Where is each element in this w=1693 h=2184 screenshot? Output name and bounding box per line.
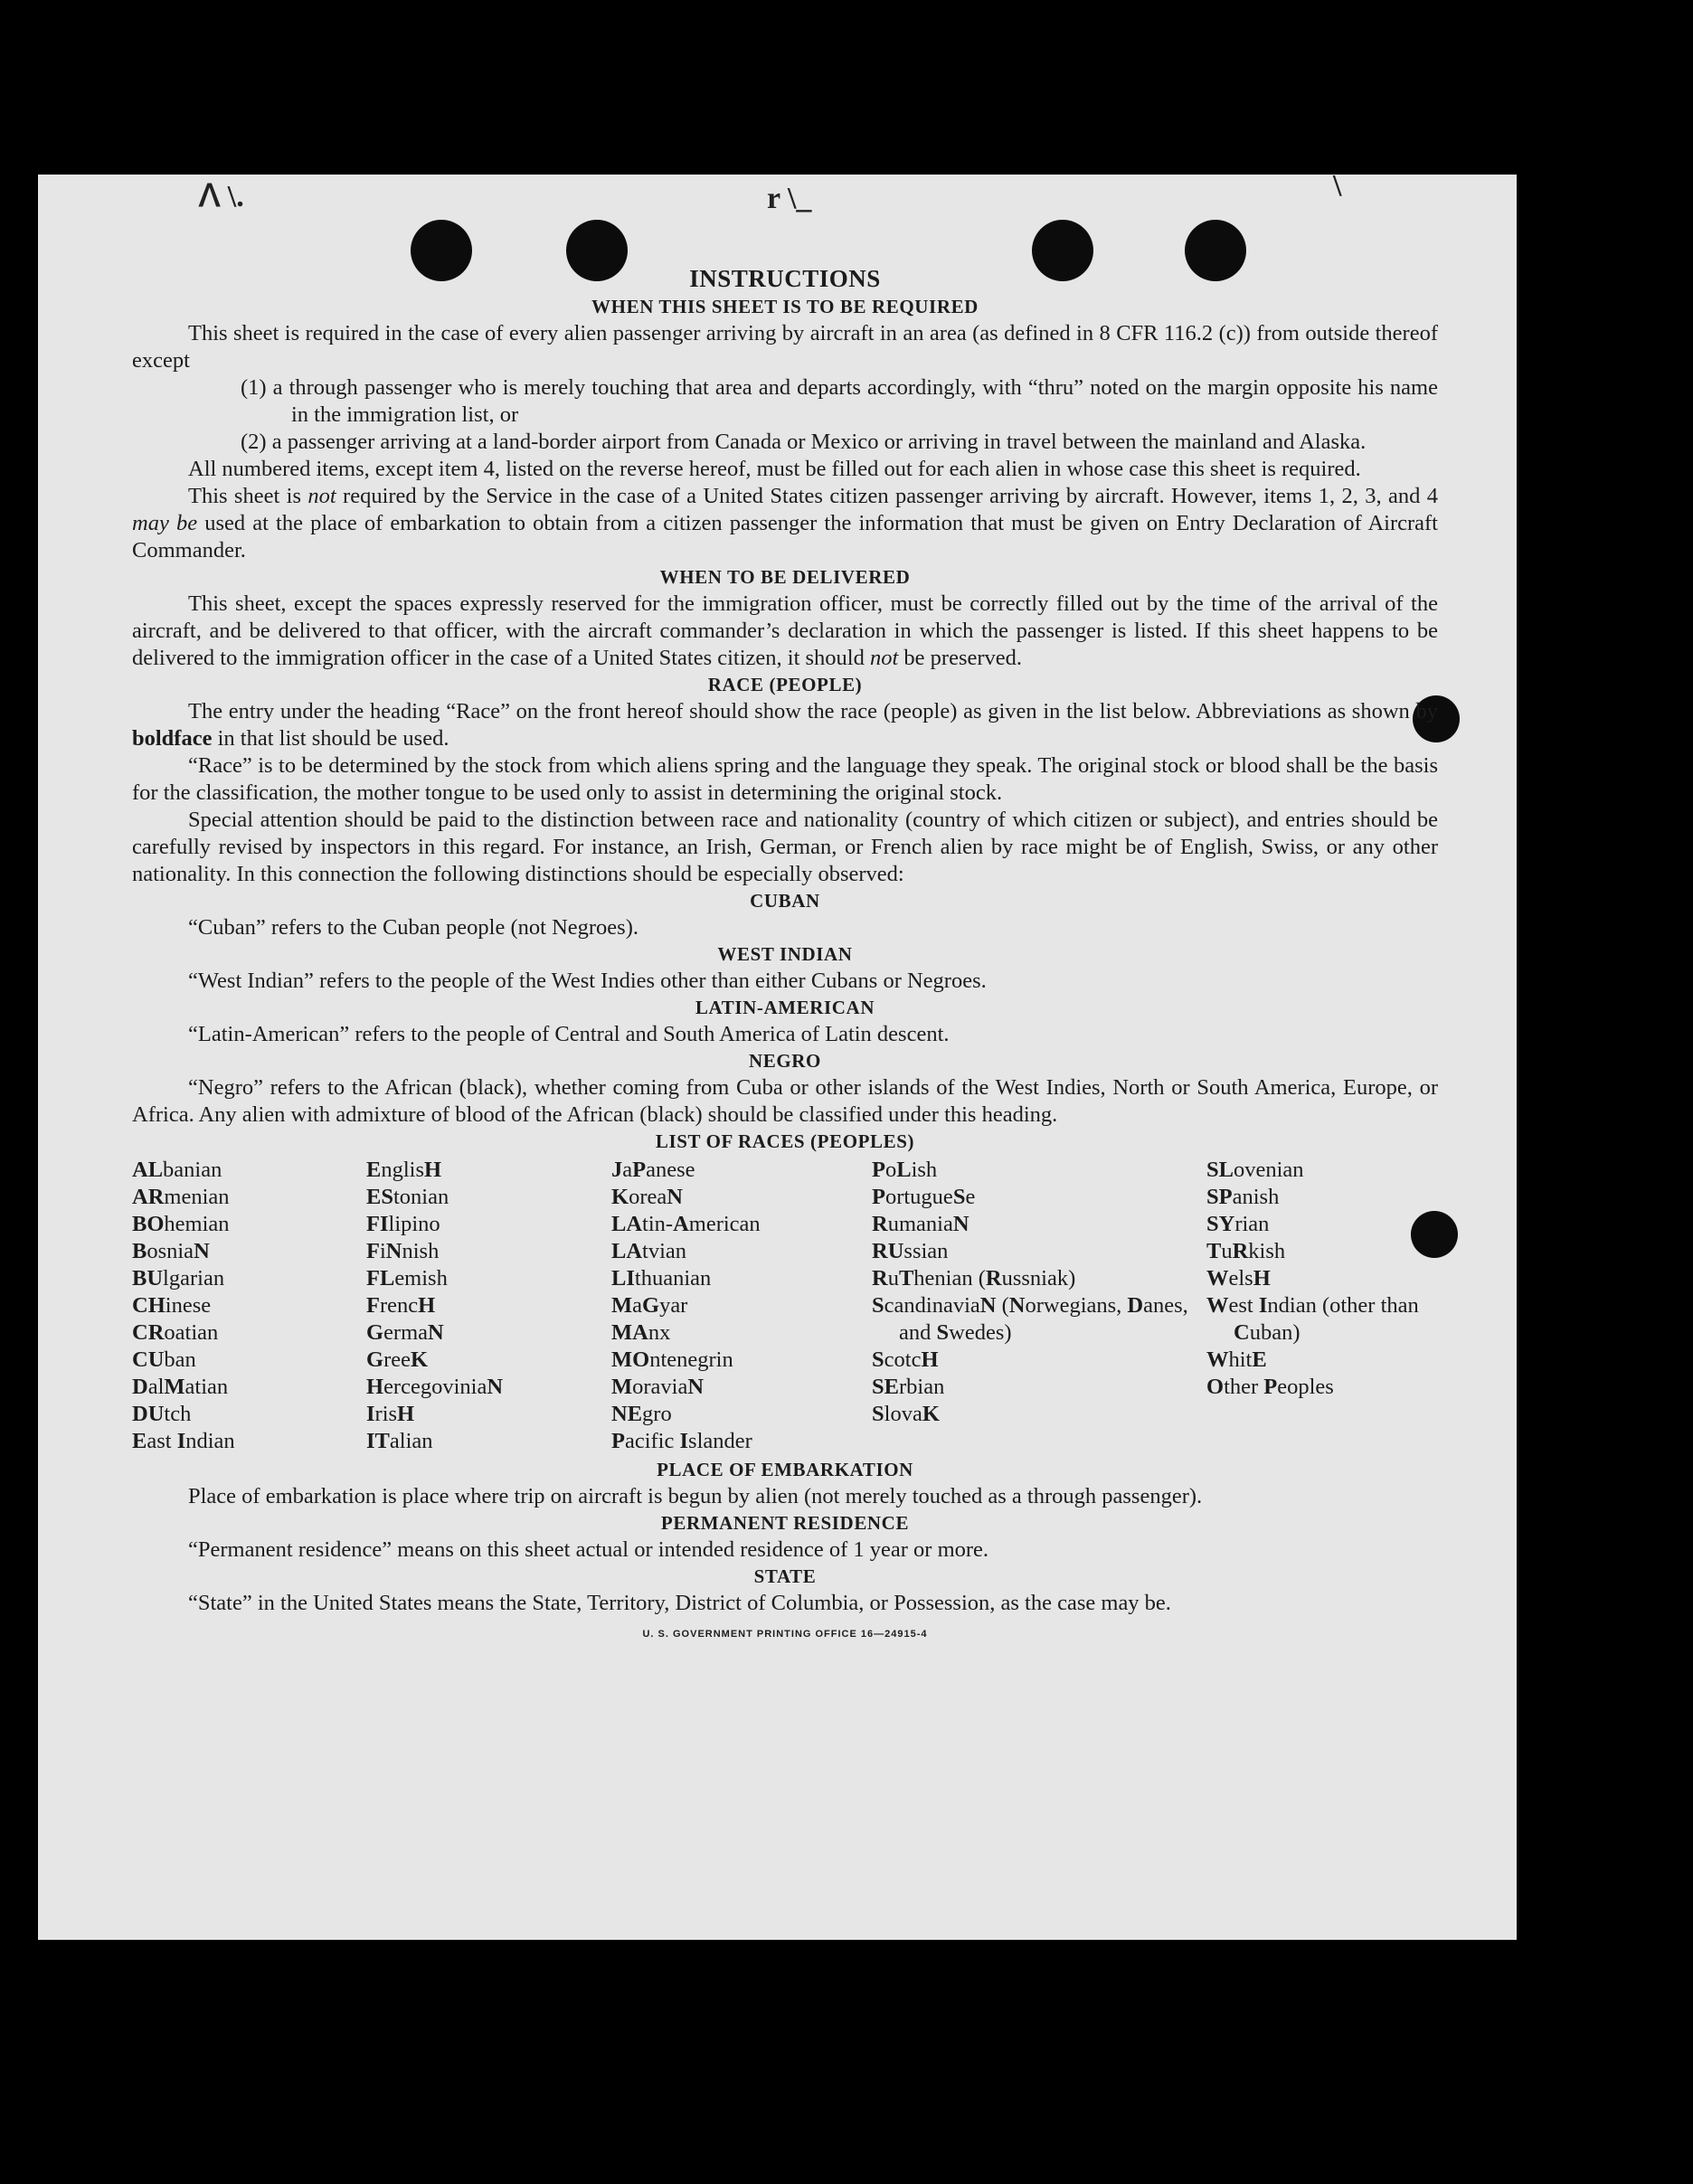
paragraph: “Race” is to be determined by the stock from which aliens spring and the language they speak. The original stock or blood shall be the basis for the classification, the mother tongue to be used only to assist in determining the original stock. xyxy=(132,753,1438,805)
section-heading-residence: PERMANENT RESIDENCE xyxy=(660,1512,910,1534)
race-column xyxy=(611,1157,872,1455)
race-column xyxy=(132,1157,366,1455)
race-item: MAnx xyxy=(611,1320,671,1345)
paragraph: This sheet is not required by the Service in the case of a United States citizen passenger arriving by aircraft. However, items 1, 2, 3, and 4 may be used at the place of embarkation to obtain from a citizen passenger the information that must be given on Entry Declaration of Aircraft Commander. xyxy=(132,484,1439,563)
paragraph: All numbered items, except item 4, listed on the reverse hereof, must be filled out for each alien in whose case this sheet is required. xyxy=(188,457,1361,481)
paragraph: This sheet, except the spaces expressly reserved for the immigration officer, must be correctly filled out by the time of the arrival of the aircraft, and be delivered to that officer, with the aircraft commander’s declaration in which the passenger is listed. If this sheet happens to be delivered to the immigration officer in the case of a United States citizen, it should not be preserved. xyxy=(132,591,1438,670)
race-item: JaPanese xyxy=(611,1158,695,1182)
section-heading-state: STATE xyxy=(753,1565,817,1587)
race-item: MOntenegrin xyxy=(611,1347,733,1372)
race-item: SLovenian xyxy=(1206,1158,1304,1182)
paragraph: Place of embarkation is place where trip on aircraft is begun by alien (not merely touched as a through passenger). xyxy=(188,1484,1203,1508)
section-heading-cuban: CUBAN xyxy=(750,890,820,912)
race-item: EStonian xyxy=(366,1185,449,1209)
race-item: FLemish xyxy=(366,1266,448,1291)
race-item: ScotcH xyxy=(872,1347,939,1372)
race-item: CRoatian xyxy=(132,1320,219,1345)
paragraph: The entry under the heading “Race” on the front hereof should show the race (people) as given in the list below. Abbreviations as shown by boldface in that list should be used. xyxy=(132,699,1438,751)
race-item: WhitE xyxy=(1206,1347,1267,1372)
document-sheet xyxy=(38,169,1517,1940)
race-item: NEgro xyxy=(611,1402,672,1426)
race-item: SPanish xyxy=(1206,1185,1280,1209)
section-heading-negro: NEGRO xyxy=(748,1050,821,1072)
race-item: Pacific Islander xyxy=(611,1429,752,1453)
section-heading-race: RACE (PEOPLE) xyxy=(707,674,863,695)
paragraph: “Latin-American” refers to the people of Central and South America of Latin descent. xyxy=(188,1022,950,1046)
race-item: HercegoviniaN xyxy=(366,1375,504,1399)
paragraph: “Negro” refers to the African (black), whether coming from Cuba or other islands of the West Indies, North or South America, Europe, or Africa. Any alien with admixture of blood of the African (black) should be classified under this heading. xyxy=(132,1075,1438,1127)
section-heading-west-indian: WEST INDIAN xyxy=(717,943,853,965)
race-item: West Indian (other than Cuban) xyxy=(1206,1293,1419,1345)
race-item: WelsH xyxy=(1206,1266,1271,1291)
race-item: RuThenian (Russniak) xyxy=(872,1266,1076,1291)
race-item: FIlipino xyxy=(366,1212,440,1236)
paragraph: “State” in the United States means the State, Territory, District of Columbia, or Possession, as the case may be. xyxy=(188,1591,1171,1615)
list-item: (2) a passenger arriving at a land-border airport from Canada or Mexico or arriving in travel between the mainland and Alaska. xyxy=(241,430,1367,454)
race-item: East Indian xyxy=(132,1429,235,1453)
race-item: SErbian xyxy=(872,1375,945,1399)
race-item: LIthuanian xyxy=(611,1266,712,1291)
stray-mark-left: ᐱ \. xyxy=(199,180,244,213)
section-heading-races: LIST OF RACES (PEOPLES) xyxy=(655,1130,915,1152)
race-item: SYrian xyxy=(1206,1212,1270,1236)
race-item: Other Peoples xyxy=(1206,1375,1334,1399)
race-item: IrisH xyxy=(366,1402,415,1426)
section-heading-delivered: WHEN TO BE DELIVERED xyxy=(659,566,911,588)
paragraph: Special attention should be paid to the distinction between race and nationality (country of which citizen or subject), and entries should be carefully revised by inspectors in this regard. For instance, an Irish, German, or French alien by race might be of English, Swiss, or any other nationality. In this connection the following distinctions should be especially observed: xyxy=(132,808,1438,886)
page-title: INSTRUCTIONS xyxy=(689,265,881,292)
race-item: BOhemian xyxy=(132,1212,230,1236)
printer-imprint: U. S. GOVERNMENT PRINTING OFFICE 16—24915-4 xyxy=(642,1629,928,1640)
race-item: GermaN xyxy=(366,1320,444,1345)
race-item: BosniaN xyxy=(132,1239,210,1263)
race-item: ITalian xyxy=(366,1429,433,1453)
race-column xyxy=(366,1157,611,1455)
race-item: MoraviaN xyxy=(611,1375,705,1399)
race-item: CUban xyxy=(132,1347,196,1372)
race-item: BUlgarian xyxy=(132,1266,225,1291)
race-item: SlovaK xyxy=(872,1402,940,1426)
race-item: PortugueSe xyxy=(872,1185,976,1209)
race-item: RUssian xyxy=(872,1239,949,1263)
race-item: LAtin-American xyxy=(611,1212,761,1236)
instructions-body xyxy=(132,265,1438,1648)
race-item: EnglisH xyxy=(366,1158,442,1182)
section-heading-required: WHEN THIS SHEET IS TO BE REQUIRED xyxy=(591,296,979,317)
race-item: ALbanian xyxy=(132,1158,222,1182)
paragraph: This sheet is required in the case of every alien passenger arriving by aircraft in an area (as defined in 8 CFR 116.2 (c)) from outside thereof except xyxy=(132,321,1438,373)
race-item: CHinese xyxy=(132,1293,212,1318)
race-list xyxy=(132,1157,1438,1455)
race-item: LAtvian xyxy=(611,1239,687,1263)
paragraph: “Permanent residence” means on this sheet actual or intended residence of 1 year or more. xyxy=(188,1537,989,1562)
race-column xyxy=(872,1157,1206,1455)
race-item: FrencH xyxy=(366,1293,436,1318)
stray-mark-right: \ xyxy=(1333,169,1342,203)
race-item: MaGyar xyxy=(611,1293,688,1318)
race-item: DUtch xyxy=(132,1402,192,1426)
paragraph: “West Indian” refers to the people of the West Indies other than either Cubans or Negroes. xyxy=(188,969,987,993)
stray-mark-center: r \_ xyxy=(767,182,812,215)
race-item: KoreaN xyxy=(611,1185,683,1209)
race-item: ScandinaviaN (Norwegians, Danes, and Swedes) xyxy=(872,1293,1188,1345)
race-item: RumaniaN xyxy=(872,1212,969,1236)
paragraph: “Cuban” refers to the Cuban people (not Negroes). xyxy=(188,915,638,940)
list-item: (1) a through passenger who is merely touching that area and departs accordingly, with “thru” noted on the margin opposite his name in the immigration list, or xyxy=(241,375,1438,427)
section-heading-latin-american: LATIN-AMERICAN xyxy=(695,997,875,1018)
race-item: TuRkish xyxy=(1206,1239,1286,1263)
race-item: PoLish xyxy=(872,1158,938,1182)
race-column xyxy=(1206,1157,1438,1455)
race-item: ARmenian xyxy=(132,1185,230,1209)
race-item: GreeK xyxy=(366,1347,429,1372)
race-item: FiNnish xyxy=(366,1239,440,1263)
section-heading-embarkation: PLACE OF EMBARKATION xyxy=(657,1459,913,1480)
race-item: DalMatian xyxy=(132,1375,229,1399)
